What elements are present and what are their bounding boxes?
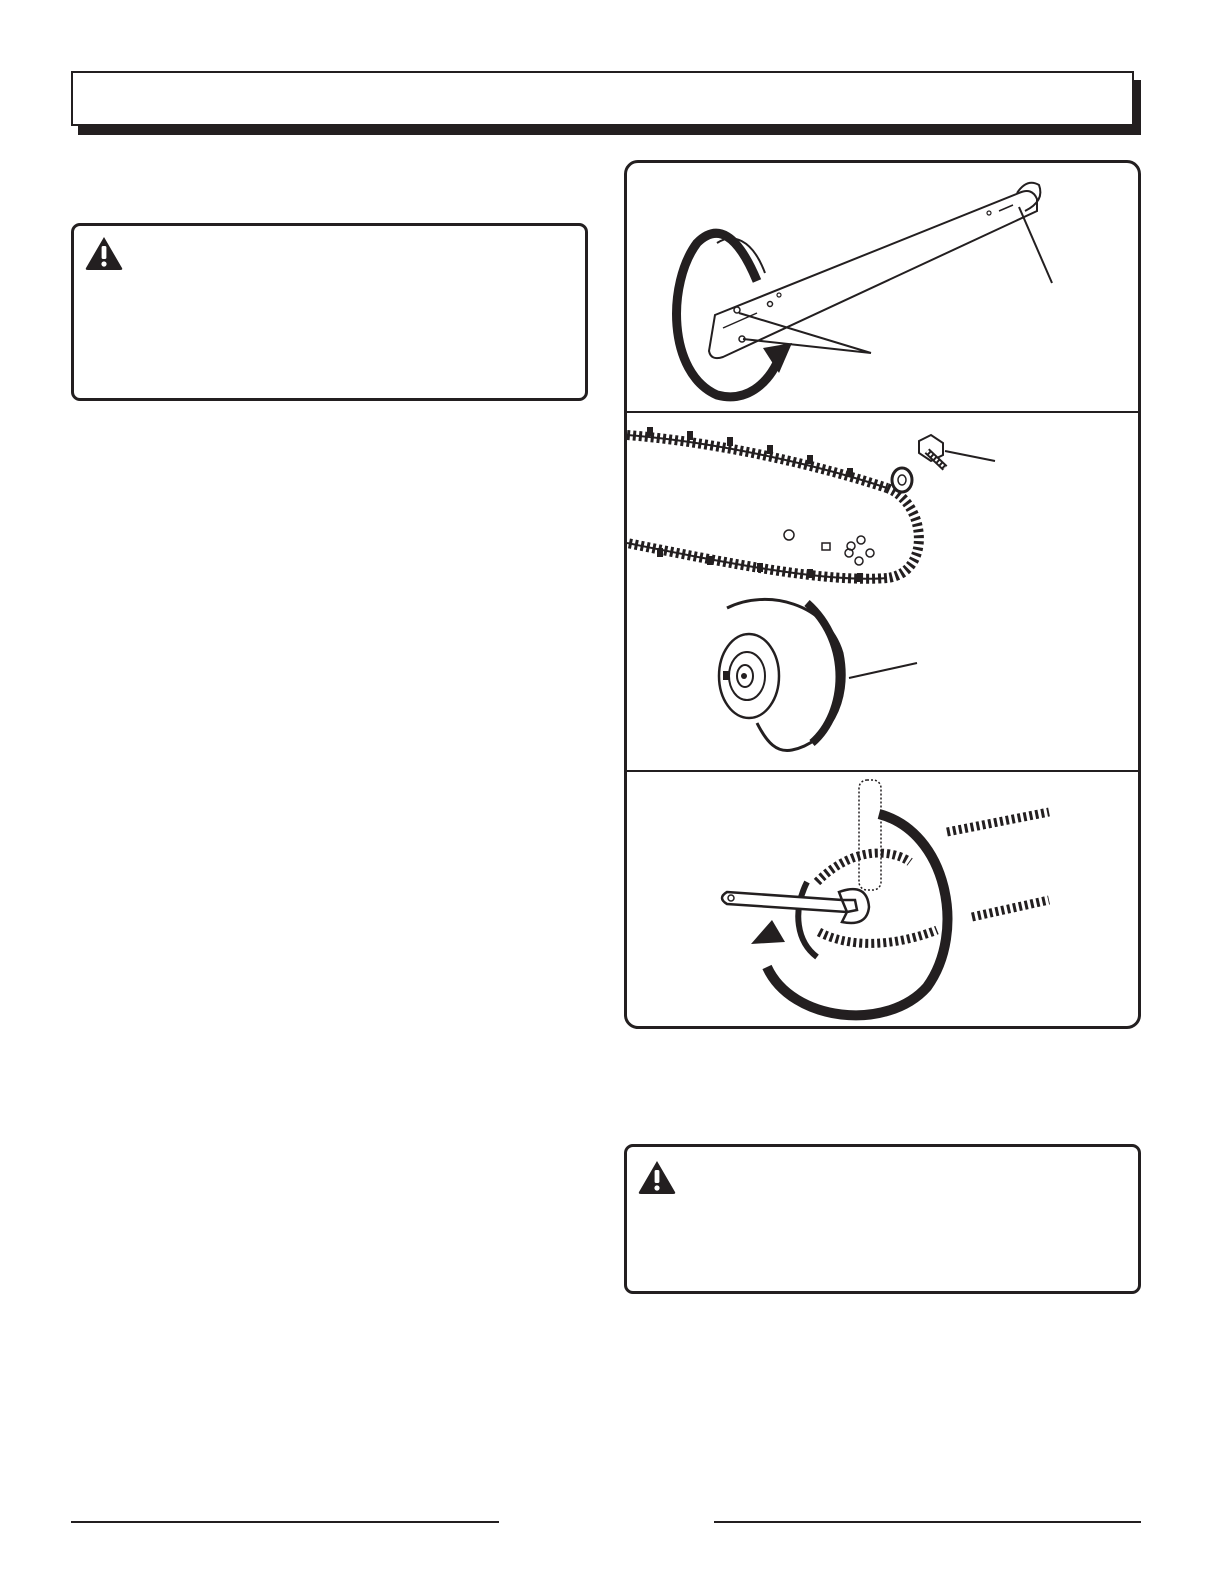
- figure-panel-guide-bar: [627, 163, 1141, 411]
- figure-panel-wrench: [627, 772, 1141, 1029]
- warning-triangle-icon: [637, 1159, 677, 1195]
- arrow-head: [763, 343, 792, 373]
- footer-rule-left: [71, 1521, 499, 1523]
- header-bar: [71, 71, 1134, 126]
- saw-chain: [627, 427, 919, 582]
- warning-box-2: [624, 1144, 1141, 1294]
- warning-box-1: [71, 223, 588, 401]
- guide-bar: [709, 183, 1040, 358]
- figure-panel-chain-assembly: [627, 413, 1141, 770]
- leader-line-bolt: [945, 451, 995, 461]
- warning-triangle-icon: [84, 235, 124, 271]
- bar-holes: [784, 530, 874, 565]
- leader-line-tip: [1019, 207, 1052, 283]
- figure-panel: [624, 160, 1141, 1029]
- bolt: [919, 435, 945, 468]
- footer-rule-right: [714, 1521, 1141, 1523]
- leader-line-cover: [849, 663, 917, 678]
- sprocket-cover: [719, 599, 844, 750]
- wrench-ghost: [859, 780, 881, 890]
- washer: [892, 468, 912, 492]
